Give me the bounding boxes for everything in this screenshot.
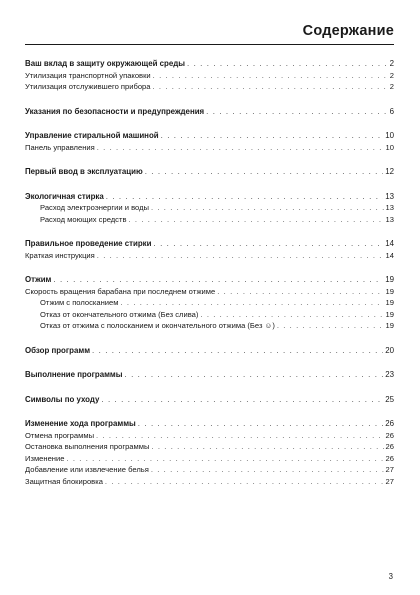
toc-section-entry[interactable]	[25, 345, 394, 357]
toc-section-entry[interactable]	[25, 106, 394, 118]
toc-section-entry[interactable]	[25, 369, 394, 381]
toc-entry-label: Краткая инструкция	[25, 250, 95, 260]
title-divider	[25, 44, 394, 45]
dot-leader	[151, 464, 384, 476]
toc-entry-page: 26	[385, 419, 394, 428]
toc-section-entry[interactable]	[25, 191, 394, 203]
toc-entry-page: 23	[385, 370, 394, 379]
dot-leader	[53, 274, 383, 286]
toc-entry-label: Утилизация отслужившего прибора	[25, 82, 151, 91]
toc-subsection-entry[interactable]	[25, 309, 394, 321]
dot-leader	[153, 70, 388, 82]
toc-subsection-entry[interactable]	[25, 297, 394, 309]
dot-leader	[66, 453, 383, 465]
toc-entry-page: 2	[389, 70, 394, 80]
page-title: Содержание	[302, 23, 394, 39]
toc-entry-label: Добавление или извлечение белья	[25, 465, 149, 474]
dot-leader	[277, 320, 384, 332]
toc-entry-label: Утилизация транспортной упаковки	[25, 70, 151, 80]
toc-subsection-entry[interactable]	[25, 441, 394, 453]
dot-leader	[106, 191, 383, 203]
toc-entry-page: 26	[385, 442, 394, 451]
dot-leader	[206, 106, 387, 118]
dot-leader	[121, 297, 384, 309]
toc-entry-page: 13	[385, 214, 394, 224]
toc-entry-label: Правильное проведение стирки	[25, 239, 152, 248]
toc-section-entry[interactable]	[25, 394, 394, 406]
toc-entry-page: 19	[385, 286, 394, 296]
section-gap	[25, 381, 394, 394]
toc-section-entry[interactable]	[25, 58, 394, 70]
toc-entry-page: 27	[385, 465, 394, 474]
toc-entry-label: Расход электроэнергии и воды	[40, 203, 149, 212]
toc-entry-label: Скорость вращения барабана при последнем отжиме	[25, 286, 216, 296]
toc-section-entry[interactable]	[25, 130, 394, 142]
toc-entry-label: Обзор программ	[25, 345, 91, 355]
toc-subsection-entry[interactable]	[25, 453, 394, 465]
dot-leader	[105, 476, 384, 488]
toc-entry-page: 19	[385, 298, 394, 307]
toc-entry-page: 19	[385, 321, 394, 330]
dot-leader	[151, 202, 384, 214]
toc-entry-page: 13	[385, 203, 394, 212]
toc-subsection-entry[interactable]	[25, 430, 394, 442]
toc-entry-label: Управление стиральной машиной	[25, 131, 159, 140]
toc-entry-label: Защитная блокировка	[25, 476, 103, 486]
section-gap	[25, 332, 394, 345]
toc-subsection-entry[interactable]	[25, 286, 394, 298]
toc-entry-page: 2	[389, 82, 394, 91]
toc-entry-label: Ваш вклад в защиту окружающей среды	[25, 59, 185, 68]
toc-entry-page: 27	[385, 476, 394, 486]
toc-subsection-entry[interactable]	[25, 476, 394, 488]
toc-entry-label: Отжим с полосканием	[40, 298, 119, 307]
toc-entry-page: 10	[385, 131, 394, 140]
dot-leader	[138, 418, 383, 430]
dot-leader	[96, 430, 384, 442]
page-number: 3	[388, 572, 393, 581]
dot-leader	[92, 345, 383, 357]
toc-entry-label: Символы по уходу	[25, 394, 100, 404]
dot-leader	[97, 142, 384, 154]
toc-subsection-entry[interactable]	[25, 202, 394, 214]
section-gap	[25, 405, 394, 418]
toc-entry-page: 13	[385, 191, 394, 201]
dot-leader	[200, 309, 383, 321]
section-gap	[25, 117, 394, 130]
section-gap	[25, 356, 394, 369]
toc-entry-label: Панель управления	[25, 142, 95, 152]
dot-leader	[161, 130, 384, 142]
toc-entry-label: Отмена программы	[25, 430, 95, 440]
toc-entry-page: 25	[385, 394, 394, 404]
dot-leader	[217, 286, 383, 298]
toc-entry-page: 26	[385, 453, 394, 463]
dot-leader	[97, 250, 384, 262]
toc-entry-label: Первый ввод в эксплуатацию	[25, 167, 143, 176]
toc-entry-page: 14	[385, 239, 394, 248]
toc-section-entry[interactable]	[25, 166, 394, 178]
section-gap	[25, 261, 394, 274]
section-gap	[25, 153, 394, 166]
toc-entry-page: 26	[385, 430, 394, 440]
section-gap	[25, 93, 394, 106]
toc-section-entry[interactable]	[25, 418, 394, 430]
dot-leader	[187, 58, 388, 70]
toc-subsection-entry[interactable]	[25, 464, 394, 476]
toc-entry-page: 10	[385, 142, 394, 152]
toc-subsection-entry[interactable]	[25, 142, 394, 154]
section-gap	[25, 178, 394, 191]
toc-entry-label: Указания по безопасности и предупреждения	[25, 106, 205, 116]
toc-entry-label: Изменение	[25, 453, 65, 463]
toc-subsection-entry[interactable]	[25, 320, 394, 332]
dot-leader	[129, 214, 384, 226]
toc-entry-page: 19	[385, 275, 394, 284]
table-of-contents	[25, 58, 394, 487]
toc-section-entry[interactable]	[25, 238, 394, 250]
dot-leader	[151, 441, 383, 453]
toc-entry-label: Расход моющих средств	[40, 214, 127, 224]
toc-subsection-entry[interactable]	[25, 250, 394, 262]
dot-leader	[125, 369, 384, 381]
toc-entry-label: Изменение хода программы	[25, 419, 136, 428]
dot-leader	[153, 81, 388, 93]
toc-subsection-entry[interactable]	[25, 214, 394, 226]
toc-entry-label: Отжим	[25, 275, 52, 284]
dot-leader	[153, 238, 383, 250]
toc-entry-label: Отказ от окончательного отжима (Без слива)	[40, 309, 199, 319]
toc-section-entry[interactable]	[25, 274, 394, 286]
section-gap	[25, 225, 394, 238]
dot-leader	[101, 394, 383, 406]
toc-entry-label: Экологичная стирка	[25, 191, 104, 201]
toc-subsection-entry[interactable]	[25, 70, 394, 82]
toc-entry-page: 12	[385, 167, 394, 176]
dot-leader	[145, 166, 384, 178]
toc-entry-page: 2	[389, 59, 394, 68]
toc-entry-page: 14	[385, 250, 394, 260]
toc-entry-page: 19	[385, 309, 394, 319]
toc-entry-label: Выполнение программы	[25, 370, 123, 379]
toc-entry-page: 6	[389, 106, 394, 116]
toc-subsection-entry[interactable]	[25, 81, 394, 93]
toc-entry-label: Остановка выполнения программы	[25, 442, 150, 451]
toc-entry-label: Отказ от отжима с полосканием и окончательного отжима (Без ☺)	[40, 321, 275, 330]
toc-entry-page: 20	[385, 345, 394, 355]
